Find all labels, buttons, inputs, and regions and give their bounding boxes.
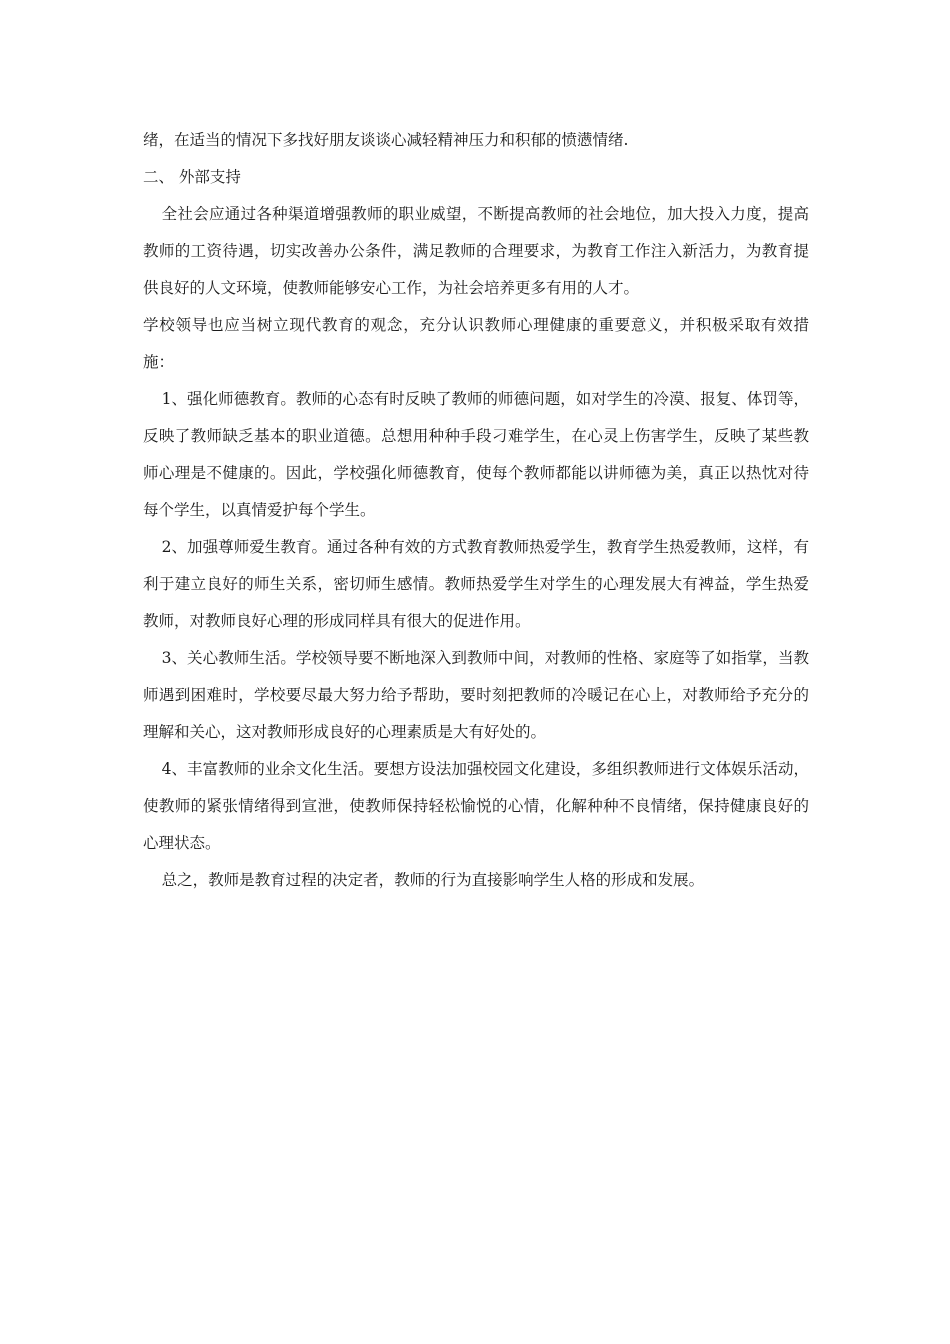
paragraph-conclusion: 总之，教师是教育过程的决定者，教师的行为直接影响学生人格的形成和发展。 (161, 871, 705, 889)
list-item-ethics-education: 1、强化师德教育。教师的心态有时反映了教师的师德问题，如对学生的冷漠、报复、体罚等，反映了教师缺乏基本的职业道德。总想用种种手段刁难学生，在心灵上伤害学生，反映了某些教师心理是不健康的。因此，学校强化师德教育，使每个教师都能以讲师德为美，真正以热忱对待每个学生，以真情爱护每个学生。 (143, 390, 809, 519)
list-item-care-teacher-life: 3、关心教师生活。学校领导要不断地深入到教师中间，对教师的性格、家庭等了如指掌，当教师遇到困难时，学校要尽最大努力给予帮助，要时刻把教师的冷暖记在心上，对教师给予充分的理解和关心，这对教师形成良好的心理素质是大有好处的。 (143, 649, 809, 741)
paragraph-school-leaders: 学校领导也应当树立现代教育的观念，充分认识教师心理健康的重要意义，并积极采取有效措施： (143, 316, 809, 371)
list-item-cultural-life: 4、丰富教师的业余文化生活。要想方设法加强校园文化建设，多组织教师进行文体娱乐活动，使教师的紧张情绪得到宣泄，使教师保持轻松愉悦的心情，化解种种不良情绪，保持健康良好的心理状态。 (143, 760, 809, 852)
paragraph-society: 全社会应通过各种渠道增强教师的职业威望，不断提高教师的社会地位，加大投入力度，提高教师的工资待遇，切实改善办公条件，满足教师的合理要求，为教育工作注入新活力，为教育提供良好的人文环境，使教师能够安心工作，为社会培养更多有用的人才。 (143, 205, 809, 297)
list-item-respect-education: 2、加强尊师爱生教育。通过各种有效的方式教育教师热爱学生，教育学生热爱教师，这样，有利于建立良好的师生关系，密切师生感情。教师热爱学生对学生的心理发展大有裨益，学生热爱教师，对教师良好心理的形成同样具有很大的促进作用。 (143, 538, 809, 630)
section-heading-external-support: 二、 外部支持 (143, 168, 241, 186)
document-body (143, 122, 809, 899)
paragraph-continuation: 绪，在适当的情况下多找好朋友谈谈心减轻精神压力和积郁的愤懑情绪. (143, 131, 629, 149)
